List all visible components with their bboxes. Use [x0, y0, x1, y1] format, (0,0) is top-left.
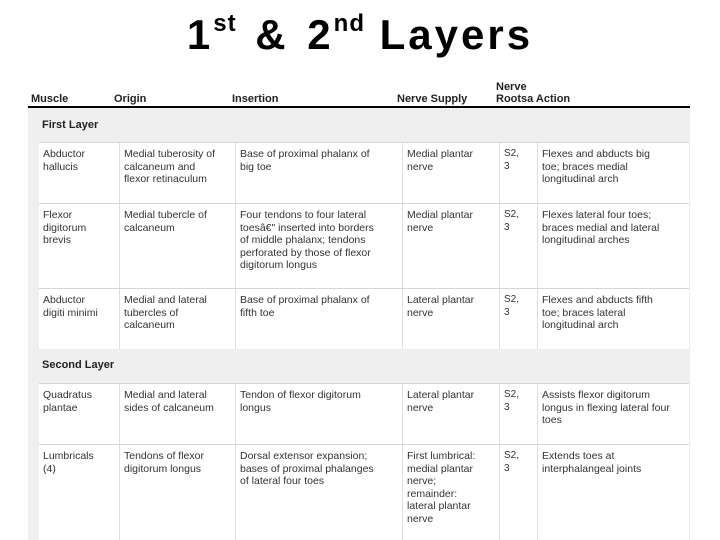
cell-nerve-roots: S2, 3 — [504, 209, 520, 233]
cell-action: Assists flexor digitorum longus in flexing lateral four toes — [542, 389, 670, 426]
muscle-table — [28, 108, 690, 540]
cell-action: Flexes lateral four toes; braces medial and lateral longitudinal arches — [542, 209, 660, 246]
header-nerve-roots-action: Nerve Rootsa Action — [496, 81, 571, 105]
cell-nerve-supply: Medial plantar nerve — [407, 209, 473, 234]
table-row — [39, 142, 689, 203]
section-header-second-layer — [28, 348, 690, 382]
cell-nerve-supply: Medial plantar nerve — [407, 148, 473, 173]
cell-nerve-roots: S2, 3 — [504, 450, 520, 474]
cell-muscle: Flexor digitorum brevis — [43, 209, 87, 246]
cell-nerve-supply: First lumbrical: medial plantar nerve; remainder: lateral plantar nerve — [407, 450, 476, 525]
table-row — [39, 288, 689, 349]
cell-nerve-roots: S2, 3 — [504, 389, 520, 413]
cell-nerve-roots: S2, 3 — [504, 148, 520, 172]
cell-action: Flexes and abducts big toe; braces medial longitudinal arch — [542, 148, 650, 185]
cell-origin: Medial tubercle of calcaneum — [124, 209, 207, 234]
section-label: Second Layer — [42, 359, 115, 371]
cell-nerve-supply: Lateral plantar nerve — [407, 389, 475, 414]
cell-insertion: Dorsal extensor expansion; bases of proximal phalanges of lateral four toes — [240, 450, 374, 487]
title-number-2: 2 — [307, 11, 334, 58]
title-word: Layers — [379, 11, 534, 58]
section-label: First Layer — [42, 119, 99, 131]
header-origin: Origin — [114, 93, 147, 105]
section-header-first-layer — [28, 108, 690, 142]
cell-muscle: Abductor hallucis — [43, 148, 86, 173]
header-nerve-supply: Nerve Supply — [397, 93, 468, 105]
page-title — [0, 10, 720, 58]
cell-origin: Medial and lateral sides of calcaneum — [124, 389, 214, 414]
header-insertion: Insertion — [232, 93, 279, 105]
cell-nerve-roots: S2, 3 — [504, 294, 520, 318]
table-header — [28, 78, 690, 108]
cell-origin: Tendons of flexor digitorum longus — [124, 450, 204, 475]
cell-muscle: Quadratus plantae — [43, 389, 93, 414]
title-ampersand: & — [255, 11, 289, 58]
title-number-1: 1 — [186, 11, 214, 58]
cell-nerve-supply: Lateral plantar nerve — [407, 294, 475, 319]
cell-muscle: Lumbricals (4) — [43, 450, 94, 475]
table-row — [39, 444, 689, 540]
cell-muscle: Abductor digiti minimi — [43, 294, 98, 319]
cell-action: Flexes and abducts fifth toe; braces lateral longitudinal arch — [542, 294, 653, 331]
cell-origin: Medial and lateral tubercles of calcaneum — [124, 294, 207, 331]
header-muscle: Muscle — [31, 93, 69, 105]
cell-insertion: Base of proximal phalanx of fifth toe — [240, 294, 370, 319]
title-superscript-1: st — [213, 10, 237, 37]
cell-insertion: Four tendons to four lateral toesâ€" inserted into borders of middle phalanx; tendons perforated by those of flexor digitorum longus — [240, 209, 374, 271]
cell-insertion: Base of proximal phalanx of big toe — [240, 148, 370, 173]
table-row — [39, 383, 689, 444]
cell-action: Extends toes at interphalangeal joints — [542, 450, 642, 475]
title-superscript-2: nd — [333, 10, 365, 37]
cell-insertion: Tendon of flexor digitorum longus — [240, 389, 361, 414]
table-row — [39, 203, 689, 288]
cell-origin: Medial tuberosity of calcaneum and flexor retinaculum — [124, 148, 216, 185]
